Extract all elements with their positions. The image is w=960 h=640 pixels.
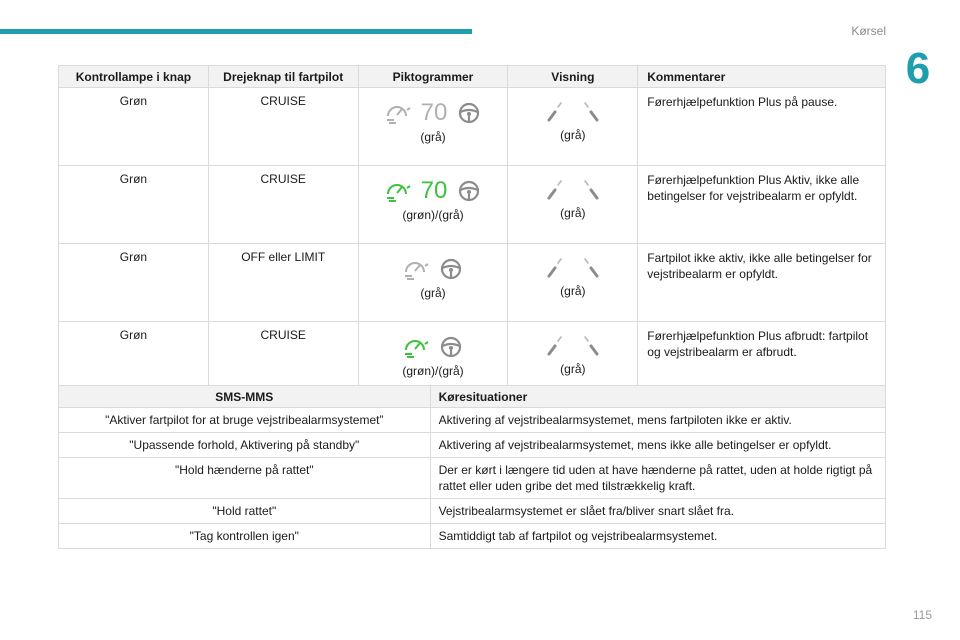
steering-wheel-icon — [439, 257, 463, 281]
pictogram-table — [58, 65, 886, 400]
pictogram-cell — [358, 244, 508, 322]
steering-wheel-icon — [439, 335, 463, 359]
lane-lines-icon — [543, 252, 603, 278]
pictogram-caption: (grå) — [420, 286, 446, 300]
chapter-number: 6 — [905, 44, 931, 93]
display-caption: (grå) — [560, 206, 586, 220]
table-header-row — [59, 66, 886, 88]
knob-cell: CRUISE — [208, 322, 358, 400]
table-row — [59, 499, 886, 524]
col-header-lamp: Kontrollampe i knap — [59, 66, 209, 88]
situation-cell: Aktivering af vejstribealarmsystemet, mens ikke alle betingelser er opfyldt. — [430, 433, 885, 458]
sms-message-cell: "Aktiver fartpilot for at bruge vejstribealarmsystemet” — [59, 408, 431, 433]
pictogram-caption: (grå) — [420, 130, 446, 144]
col-header-situations: Køresituationer — [430, 386, 885, 408]
pictogram-caption: (grøn)/(grå) — [402, 208, 464, 222]
speed-value: 70 — [420, 177, 448, 204]
table-row — [59, 408, 886, 433]
comment-cell: Førerhjælpefunktion Plus Aktiv, ikke alle betingelser for vejstribealarm er opfyldt. — [638, 166, 886, 244]
lamp-cell: Grøn — [59, 166, 209, 244]
col-header-display: Visning — [508, 66, 638, 88]
message-table — [58, 385, 886, 549]
pictogram-cell — [358, 88, 508, 166]
display-cell — [508, 166, 638, 244]
cruise-control-icon — [385, 102, 411, 124]
sms-message-cell: "Tag kontrollen igen" — [59, 524, 431, 549]
table-header-row — [59, 386, 886, 408]
col-header-sms: SMS-MMS — [59, 386, 431, 408]
display-caption: (grå) — [560, 128, 586, 142]
knob-cell: CRUISE — [208, 88, 358, 166]
display-caption: (grå) — [560, 284, 586, 298]
display-caption: (grå) — [560, 362, 586, 376]
comment-cell: Førerhjælpefunktion Plus afbrudt: fartpilot og vejstribealarm er afbrudt. — [638, 322, 886, 400]
situation-cell: Aktivering af vejstribealarmsystemet, mens fartpiloten ikke er aktiv. — [430, 408, 885, 433]
comment-cell: Førerhjælpefunktion Plus på pause. — [638, 88, 886, 166]
page-number: 115 — [912, 608, 932, 622]
cruise-control-icon — [403, 258, 429, 280]
lamp-cell: Grøn — [59, 244, 209, 322]
lane-lines-icon — [543, 96, 603, 122]
top-accent-bar — [0, 29, 472, 34]
lane-lines-icon — [543, 330, 603, 356]
lane-lines-icon — [543, 174, 603, 200]
situation-cell: Vejstribealarmsystemet er slået fra/bliver snart slået fra. — [430, 499, 885, 524]
knob-cell: OFF eller LIMIT — [208, 244, 358, 322]
table-row — [59, 433, 886, 458]
situation-cell: Der er kørt i længere tid uden at have hænderne på rattet, uden at holde rigtigt på rattet eller uden gribe det med tilstrækkelig kraft. — [430, 458, 885, 499]
sms-message-cell: "Hold rattet" — [59, 499, 431, 524]
col-header-comments: Kommentarer — [638, 66, 886, 88]
steering-wheel-icon — [457, 179, 481, 203]
table-row — [59, 88, 886, 166]
sms-message-cell: "Hold hænderne på rattet" — [59, 458, 431, 499]
display-cell — [508, 88, 638, 166]
table-row — [59, 166, 886, 244]
sms-message-cell: "Upassende forhold, Aktivering på standby" — [59, 433, 431, 458]
section-title: Kørsel — [851, 24, 886, 38]
lamp-cell: Grøn — [59, 88, 209, 166]
display-cell — [508, 244, 638, 322]
speed-value: 70 — [420, 99, 448, 126]
pictogram-caption: (grøn)/(grå) — [402, 364, 464, 378]
table-row — [59, 524, 886, 549]
lamp-cell: Grøn — [59, 322, 209, 400]
knob-cell: CRUISE — [208, 166, 358, 244]
table-row — [59, 244, 886, 322]
col-header-pictograms: Piktogrammer — [358, 66, 508, 88]
steering-wheel-icon — [457, 101, 481, 125]
comment-cell: Fartpilot ikke aktiv, ikke alle betingelser for vejstribealarm er opfyldt. — [638, 244, 886, 322]
col-header-knob: Drejeknap til fartpilot — [208, 66, 358, 88]
table-row — [59, 458, 886, 499]
cruise-control-icon — [385, 180, 411, 202]
pictogram-cell — [358, 166, 508, 244]
situation-cell: Samtiddigt tab af fartpilot og vejstribealarmsystemet. — [430, 524, 885, 549]
cruise-control-icon — [403, 336, 429, 358]
